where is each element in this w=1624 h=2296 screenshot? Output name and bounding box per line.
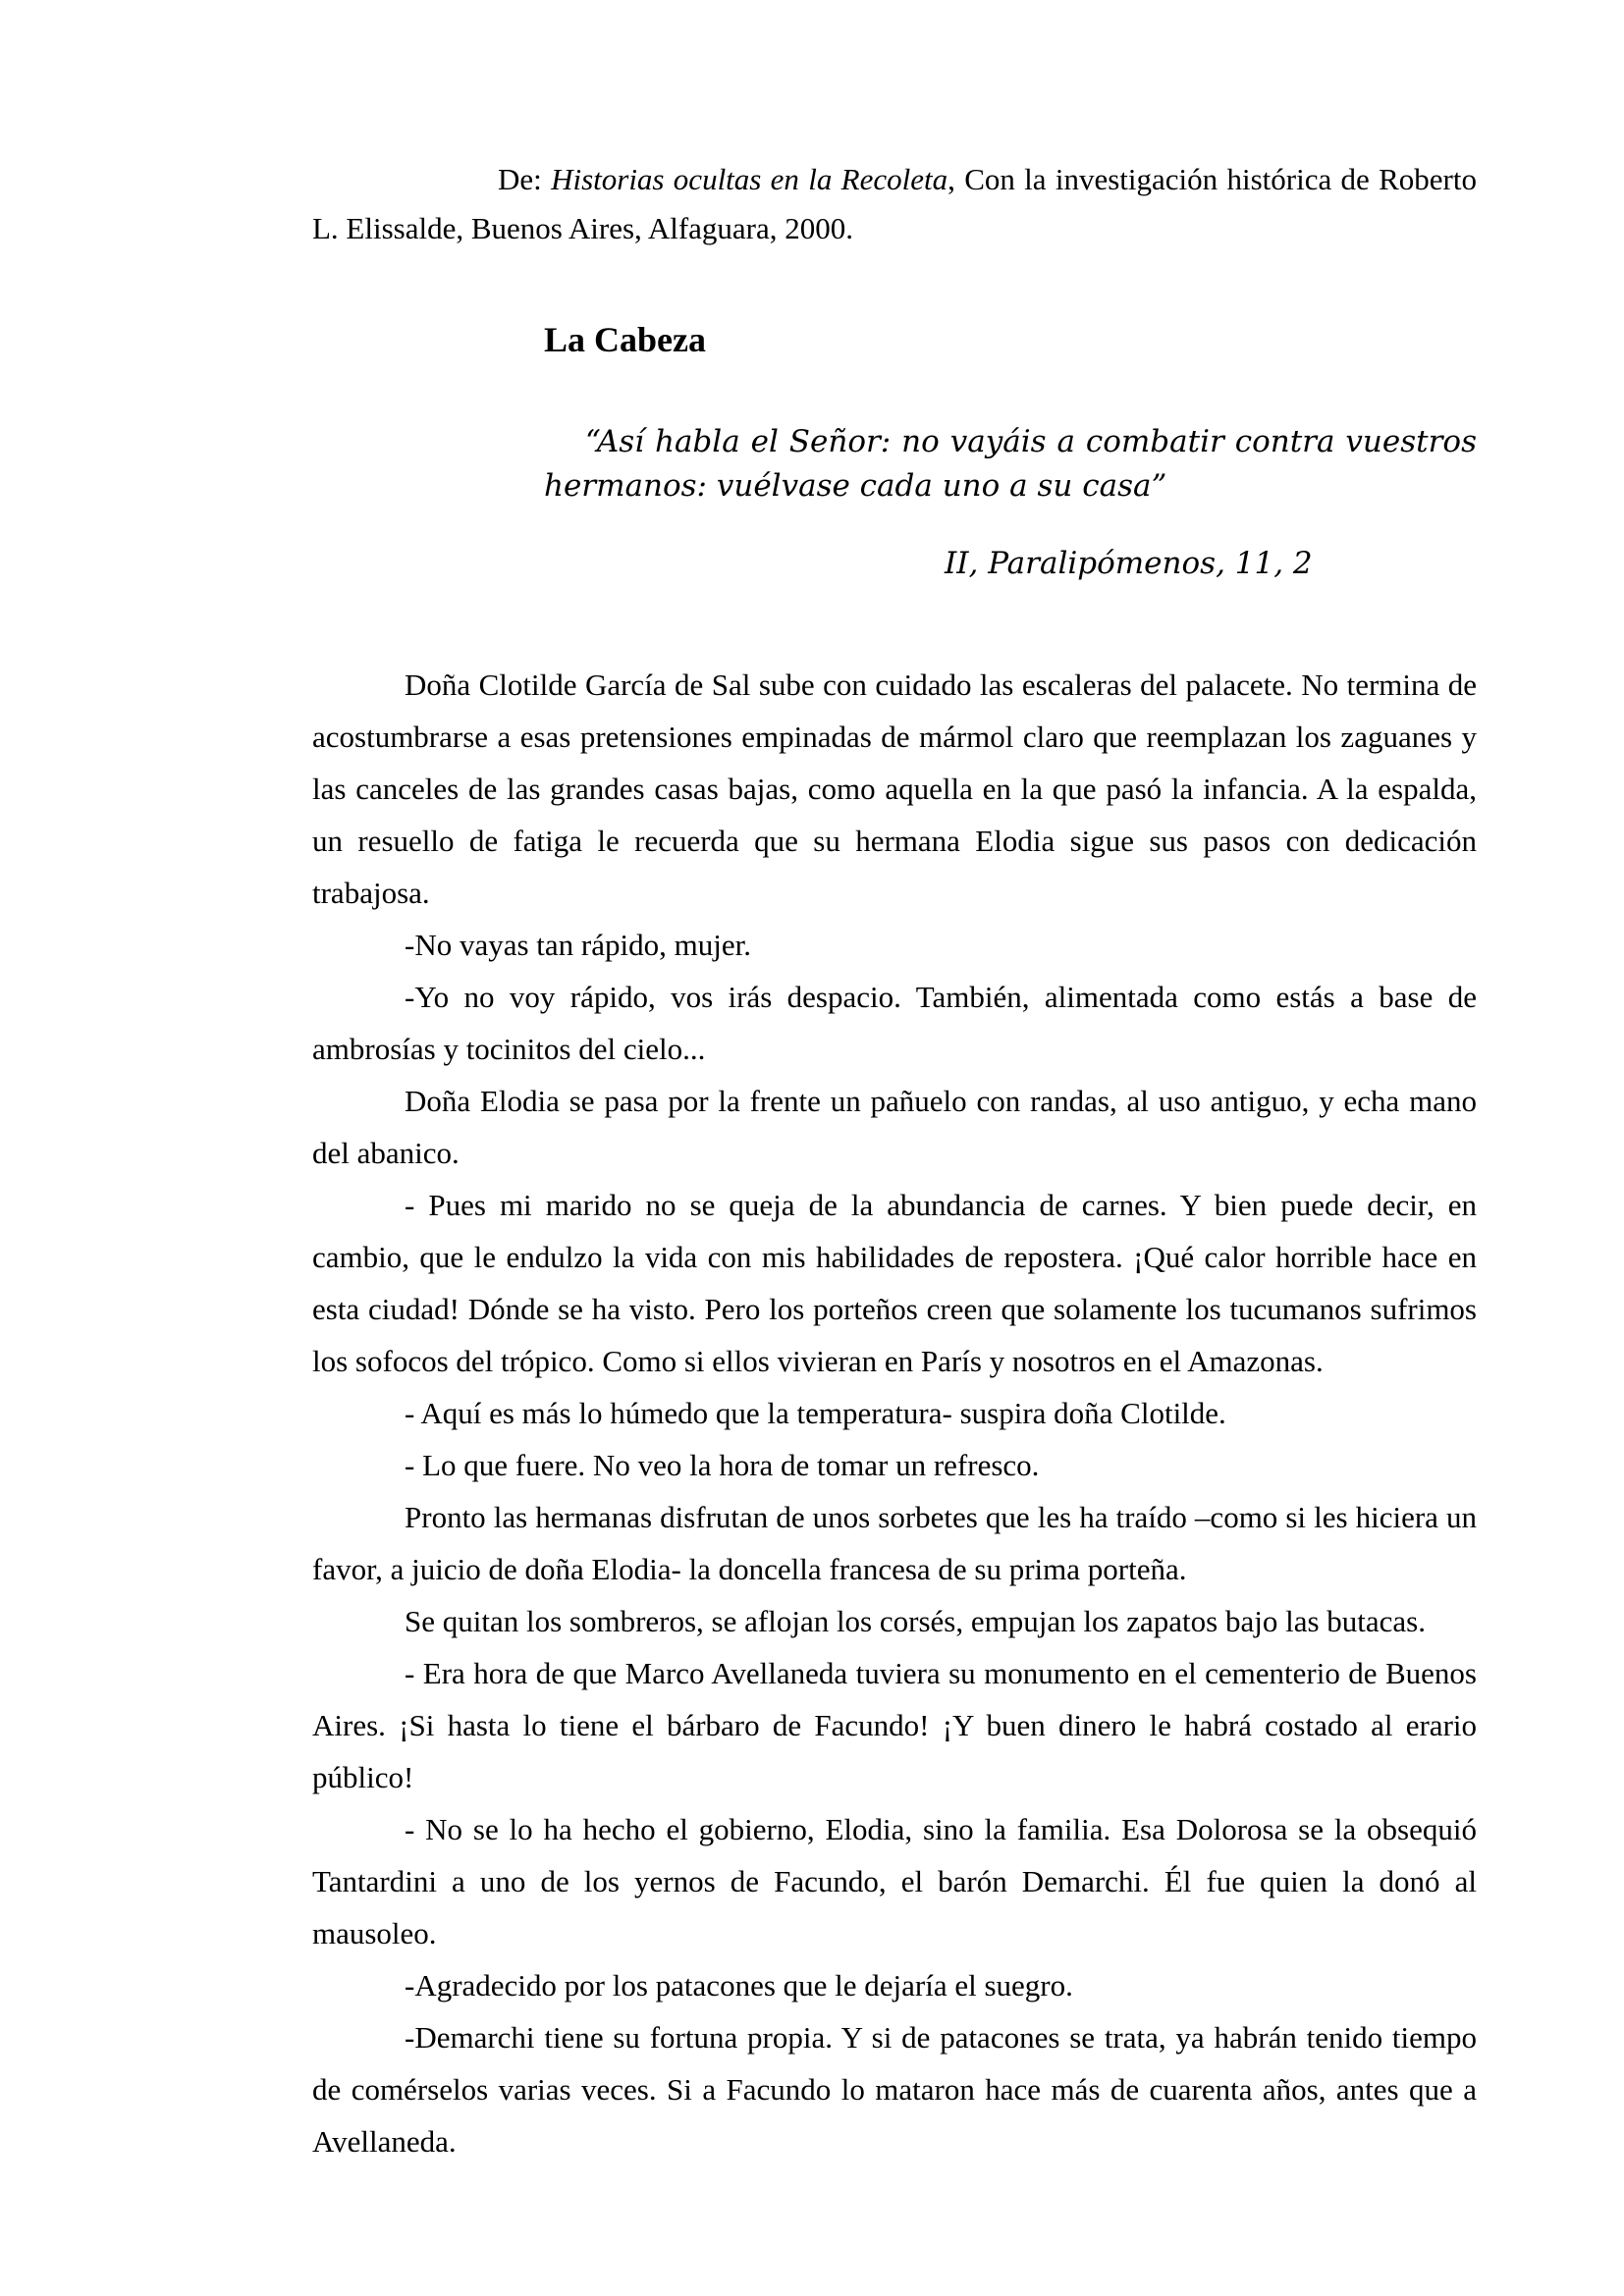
source-citation — [312, 155, 1477, 253]
paragraph: - Aquí es más lo húmedo que la temperatura- suspira doña Clotilde. — [405, 1396, 1226, 1430]
paragraph: -Demarchi tiene su fortuna propia. Y si de patacones se trata, ya habrán tenido tiempo de comérselos varias veces. Si a Facundo lo mataron hace más de cuarenta años, antes que a Avellaneda. — [312, 2020, 1477, 2159]
paragraph: -Agradecido por los patacones que le dejaría el suegro. — [405, 1968, 1073, 2002]
paragraph: -No vayas tan rápido, mujer. — [405, 928, 751, 962]
paragraph: - Era hora de que Marco Avellaneda tuviera su monumento en el cementerio de Buenos Aires. ¡Si hasta lo tiene el bárbaro de Facundo! ¡Y buen dinero le habrá costado al erario público! — [312, 1656, 1477, 1794]
paragraph: Se quitan los sombreros, se aflojan los corsés, empujan los zapatos bajo las butacas. — [405, 1604, 1426, 1638]
source-rest: , Con la investigación histórica de Roberto L. Elissalde, Buenos Aires, Alfaguara, 2000. — [312, 162, 1477, 245]
story-title: La Cabeza — [544, 320, 706, 359]
epigraph-quote: “Así habla el Señor: no vayáis a combatir contra vuestros hermanos: vuélvase cada uno a su casa” — [544, 424, 1477, 504]
paragraph: Doña Clotilde García de Sal sube con cuidado las escaleras del palacete. No termina de acostumbrarse a esas pretensiones empinadas de mármol claro que reemplazan los zaguanes y las canceles de las grandes casas bajas, como aquella en la que pasó la infancia. A la espalda, un resuello de fatiga le recuerda que su hermana Elodia sigue sus pasos con dedicación trabajosa. — [312, 667, 1477, 910]
source-prefix: De: — [498, 162, 552, 196]
paragraph: - No se lo ha hecho el gobierno, Elodia, sino la familia. Esa Dolorosa se la obsequió Tantardini a uno de los yernos de Facundo, el barón Demarchi. Él fue quien la donó al mausoleo. — [312, 1812, 1477, 1950]
story-body — [312, 659, 1477, 2167]
paragraph: - Lo que fuere. No veo la hora de tomar un refresco. — [405, 1448, 1040, 1482]
source-citation-text — [312, 155, 1477, 253]
paragraph: Doña Elodia se pasa por la frente un pañuelo con randas, al uso antiguo, y echa mano del abanico. — [312, 1084, 1477, 1170]
epigraph — [544, 420, 1477, 508]
paragraph: Pronto las hermanas disfrutan de unos sorbetes que les ha traído –como si les hiciera un favor, a juicio de doña Elodia- la doncella francesa de su prima porteña. — [312, 1500, 1477, 1586]
source-book-title: Historias ocultas en la Recoleta — [551, 162, 948, 196]
paragraph: - Pues mi marido no se queja de la abundancia de carnes. Y bien puede decir, en cambio, que le endulzo la vida con mis habilidades de repostera. ¡Qué calor horrible hace en esta ciudad! Dónde se ha visto. Pero los porteños creen que solamente los tucumanos sufrimos los sofocos del trópico. Como si ellos vivieran en París y nosotros en el Amazonas. — [312, 1188, 1477, 1378]
epigraph-reference: II, Paralipómenos, 11, 2 — [945, 546, 1313, 581]
paragraph: -Yo no voy rápido, vos irás despacio. También, alimentada como estás a base de ambrosías y tocinitos del cielo... — [312, 980, 1477, 1066]
